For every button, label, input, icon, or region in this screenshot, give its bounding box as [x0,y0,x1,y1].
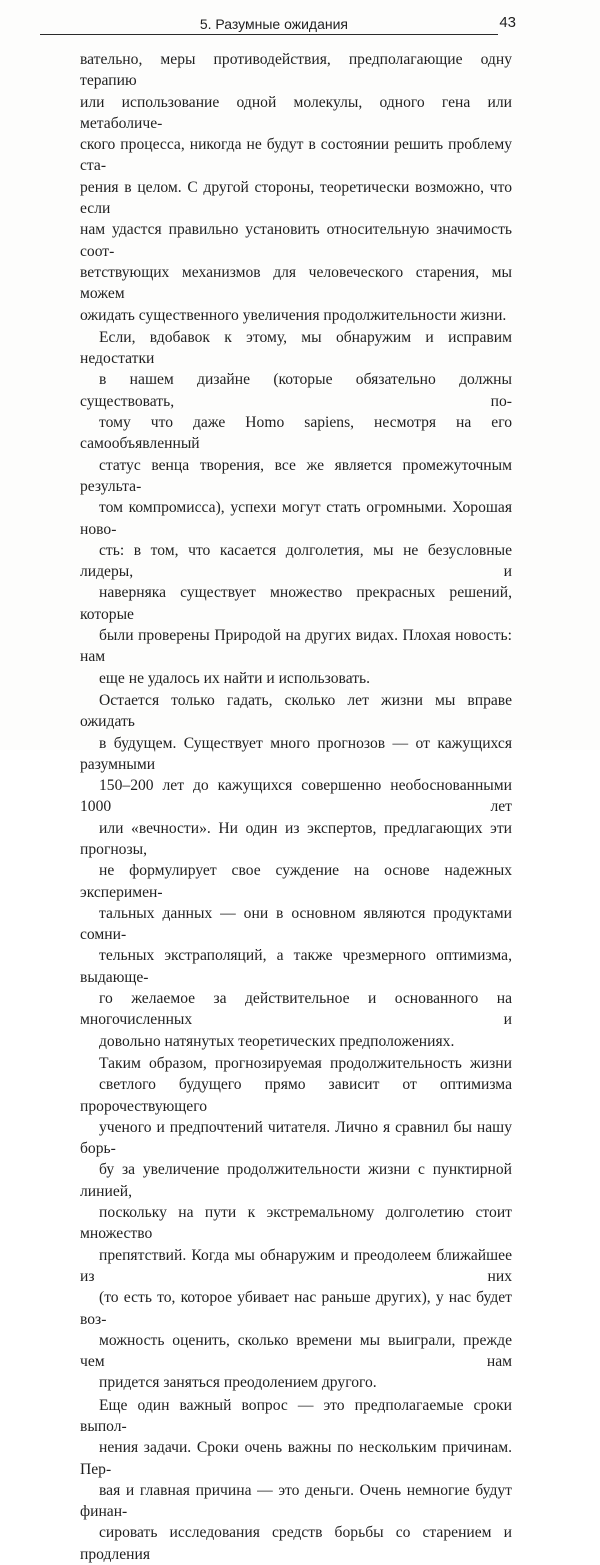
text-line: в будущем. Существует много прогнозов — от кажущихся разумными [80,734,512,773]
text-line: Если, вдобавок к этому, мы обнаружим и исправим недостатки [80,328,512,368]
text-line: рения в целом. С другой стороны, теоретически возможно, что если [80,178,512,218]
text-line: ского процесса, никогда не будут в состоянии решить проблему ста- [80,136,512,175]
running-header [40,14,516,35]
text-line: 150–200 лет до кажущихся совершенно необоснованными 1000 лет [80,777,512,816]
paragraph [80,690,512,1052]
text-line: тельных экстраполяций, а также чрезмерного оптимизма, выдающе- [80,947,512,986]
text-line: в нашем дизайне (которые обязательно должны существовать, по- [80,371,512,410]
text-line: тальных данных — они в основном являются продуктами сомни- [80,904,512,944]
text-line: го желаемое за действительное и основанного на многочисленных и [80,990,512,1029]
text-line: ожидать существенного увеличения продолжительности жизни. [80,306,507,324]
text-line: (то есть то, которое убивает нас раньше других), у нас будет воз- [80,1289,512,1328]
text-line: сировать исследования средств борьбы со старением и продления [80,1524,512,1563]
text-line: не формулирует свое суждение на основе надежных эксперимен- [80,862,512,901]
text-line: или «вечности». Ни один из экспертов, предлагающих эти прогнозы, [80,819,512,858]
text-line: придется заняться преодолением другого. [99,1374,377,1392]
page-number: 43 [499,14,516,31]
text-line: еще не удалось их найти и использовать. [99,669,371,687]
text-line: Таким образом, прогнозируемая продолжительность жизни [99,1054,512,1072]
paragraph [80,49,512,326]
text-line: можность оценить, сколько времени мы выиграли, прежде чем нам [80,1331,512,1371]
text-line: были проверены Природой на других видах. Плохая новость: нам [80,627,512,666]
body-text [80,49,512,1565]
text-line: нения задачи. Сроки очень важны по нескольким причинам. Пер- [80,1439,512,1478]
text-line: препятствий. Когда мы обнаружим и преодолеем ближайшее из них [80,1246,512,1285]
chapter-title: 5. Разумные ожидания [199,16,348,32]
paragraph [80,1053,512,1394]
text-line: светлого будущего прямо зависит от оптимизма пророчествующего [80,1076,512,1115]
text-line: поскольку на пути к экстремальному долголетию стоит множество [80,1204,512,1243]
text-line: или использование одной молекулы, одного гена или метаболиче- [80,93,512,132]
text-line: бу за увеличение продолжительности жизни с пунктирной линией, [80,1161,512,1200]
text-line: сть: в том, что касается долголетия, мы не безусловные лидеры, и [80,541,512,581]
text-line: вая и главная причина — это деньги. Очень немногие будут финан- [80,1481,512,1521]
paragraph [80,327,512,689]
text-line: ученого и предпочтений читателя. Лично я сравнил бы нашу борь- [80,1118,512,1158]
text-line: Остается только гадать, сколько лет жизни мы вправе ожидать [80,691,512,731]
text-line: тому что даже Homo sapiens, несмотря на его самообъявленный [80,414,512,453]
text-line: довольно натянутых теоретических предположениях. [99,1032,455,1050]
text-line: вательно, меры противодействия, предполагающие одну терапию [80,51,512,90]
text-line: статус венца творения, все же является промежуточным результа- [80,456,512,495]
text-line: том компромисса), успехи могут стать огромными. Хорошая ново- [80,499,512,538]
text-line: нам удастся правильно установить относительную значимость соот- [80,221,512,260]
paragraph [80,1395,512,1565]
text-line: наверняка существует множество прекрасных решений, которые [80,584,512,623]
text-line: ветствующих механизмов для человеческого старения, мы можем [80,263,512,303]
text-line: Еще один важный вопрос — это предполагаемые сроки выпол- [80,1396,512,1435]
